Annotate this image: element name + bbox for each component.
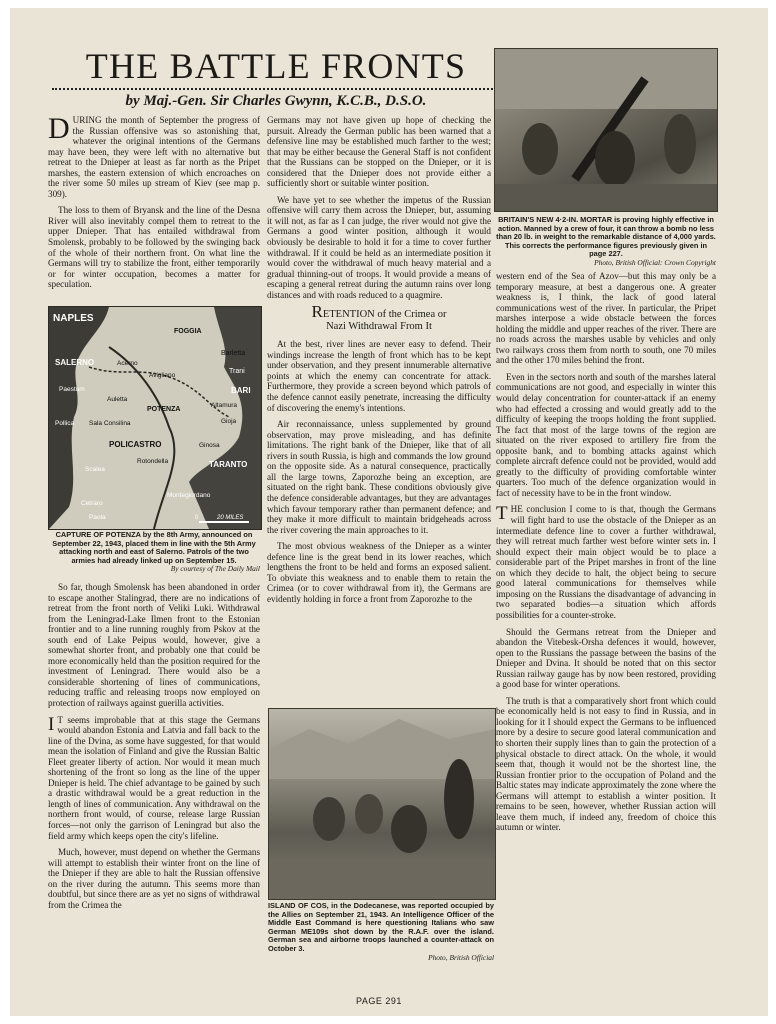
scale-start: 0 (195, 515, 199, 521)
column-1-top (48, 112, 260, 296)
map-credit: By courtesy of The Daily Mail (170, 564, 260, 574)
paragraph: So far, though Smolensk has been abandoned in order to escape another Stalingrad, there are no indications of retreat from the front north of Veliki Luki. Withdrawal from the Leningrad-Lake Ilmen front to the Estonian frontier and to a line running roughly from Pskov at the south end of Lake Peipus would, however, give a somewhat shorter front, and probably one that could be more economically held than the position required for the investment of Leningrad. There would also be a considerable shortening of lines of communications, reducing traffic and releasing troops now employed on protection of railways against guerilla activities. (48, 582, 260, 709)
map-label: Altamura (211, 402, 238, 409)
map-label: Trani (229, 368, 245, 375)
map-label: Rotondella (137, 458, 169, 465)
photo-figures (495, 49, 717, 211)
map-label: SALERNO (55, 358, 95, 367)
paragraph: I T seems improbable that at this stage the Germans would abandon Estonia and Latvia and fall back to the line of the Dvina, as some have suggested, for that would mean the isolation of Finland and give the Russian Baltic Fleet greater liberty of action. Nor would it mean much shortening of the front so long as the line of the upper Dnieper is held. The chief advantage to be gained by such a drastic withdrawal would be a great reduction in the length of lines of communication. Any withdrawal on the northern front would, of course, release large Russian forces—not only the garrison of Leningrad but also the field army which keeps open the city's lifeline. (48, 713, 260, 841)
map-label: Sala Consilina (89, 420, 131, 427)
mortar-caption: BRITAIN'S NEW 4·2-IN. MORTAR is proving highly effective in action. Manned by a crew of four, it can throw a bomb no less than 20 lb. in weight to the remarkable distance of 4,000 yards. This corrects the performance figures previously given in page 227. Photo, British Official: Crown Copyright (496, 215, 716, 267)
map-label: Paola (89, 514, 106, 521)
map-graphic (49, 307, 261, 529)
map-label: BARI (231, 386, 251, 395)
mortar-credit: Photo, British Official: Crown Copyright (594, 257, 716, 267)
paragraph: Should the Germans retreat from the Dnieper and abandon the Vitebesk-Orsha defences it would, however, open to the Russians the passage between the basins of the Dnieper and Dvina. It should be noted that on this sector Russian railway gauge has by now been restored, providing a good base for winter operations. (496, 626, 716, 690)
photo-figures (269, 709, 495, 899)
paragraph: We have yet to see whether the impetus of the Russian offensive will carry them across the Dnieper, but, assuming it will not, as far as I can judge, the river would not give the Germans a good winter position, although it would obviously be desirable to hold it for a time to cover further withdrawal. If it could be held as an intermediate position it would cover the withdrawal of much heavy material and a gradual thinning-out of troops. It would provide a means of escaping a general retreat during the autumn rains over long distances and with roads reduced to a quagmire. (267, 194, 491, 300)
map-label: Pollica (55, 420, 75, 427)
article-title: THE BATTLE FRONTS (52, 46, 500, 90)
potenza-map (48, 306, 262, 530)
map-label: Acerno (117, 360, 138, 367)
column-2 (267, 115, 491, 610)
section-heading: RETENTION of the Crimea or Nazi Withdrawal From It (311, 302, 447, 333)
map-label: Barletta (221, 350, 246, 357)
map-label: NAPLES (53, 313, 94, 324)
paragraph: THE conclusion I come to is that, though the Germans will fight hard to use the obstacle of the Dnieper as an intermediate defence line to cover a further withdrawal, they will retreat much farther west before winter sets in. I should expect their main object would be to place a considerable part of the Pripet marshes in front of the line on which they decide to halt, the object being to secure good lateral communications for themselves while imposing on the Russians the disadvantage of advancing in two separated bodies—a situation which affords possibilities for a counter-stroke. (496, 503, 716, 620)
column-1-bottom (48, 582, 260, 916)
map-label: Avigliano (149, 372, 176, 379)
column-3 (496, 271, 716, 839)
paragraph: The loss to them of Bryansk and the line of the Desna River will also inevitably compel them to retreat to the upper Dnieper. That has entailed withdrawal from Smolensk, probably to be followed by the swinging back of the whole of their northern front. On what line the Germans will try to stabilize the front, either temporarily or for winter occupation, becomes a matter for speculation. (48, 205, 260, 290)
paragraph: western end of the Sea of Azov—but this may only be a temporary measure, at best a dangerous one. A greater weakness is, I think, the lack of good lateral communications west of the river. In particular, the Pripet marshes interpose a wide obstacle between the forces holding the middle and upper reaches of the river. There are no roads across the marshes usable by vehicles and only two railways cross them from north to south, one 70 miles and the other 170 miles behind the front. (496, 271, 716, 366)
paragraph: The truth is that a comparatively short front which could be economically held is not easy to find in Russia, and in looking for it I should expect the Germans to be influenced more by a desire to secure good lateral communication and to shorten their supply lines than to gain the protection of a physical obstacle to direct attack. On the whole, it would seem that, though it would not be the shortest line, the Russian frontier prior to the occupation of Poland and the Baltic states may indicate approximately the zone where the Germans will attempt to establish a winter position. It remains to be seen, however, whether Russian action will leave them much, if indeed any, freedom of choice this autumn or winter. (496, 695, 716, 833)
map-label: Gioja (221, 418, 237, 425)
byline: by Maj.-Gen. Sir Charles Gwynn, K.C.B., D.S.O. (125, 93, 427, 109)
paragraph: DURING the month of September the progress of the Russian offensive was so astonishing that, whatever the original intentions of the Germans may have been, they were left with no alternative but retreat to the Dnieper at least as far north as the Pripet marshes, the eastern extension of which encroaches on the river some 50 miles up stream of Kiev (see map p. 309). (48, 112, 260, 199)
paragraph: Even in the sectors north and south of the marshes lateral communications are not good, and especially in winter this would delay concentration for counter-attack if an enemy who had effected a crossing and would greatly add to the difficulty of keeping the troops holding the front supplied. The fact that most of the large towns of the region are situated on the river exposed to artillery fire from the opposite bank, and to bombing attacks against which complete aircraft defence could not be provided, would add greatly to the difficulty of providing comfortable winter quarters. Too much of the defence organization would in fact of necessity have to be in the front window. (496, 371, 716, 498)
map-label: Montegiordano (167, 492, 211, 499)
drop-cap: I (48, 713, 55, 735)
map-caption: CAPTURE OF POTENZA by the 8th Army, announced on September 22, 1943, placed them in line with the 5th Army attacking north and east of Salerno. Patrols of the two armies had already linked up on September 15. By courtesy of The Daily Mail (48, 531, 260, 574)
paragraph: At the best, river lines are never easy to defend. Their windings increase the length of front which has to be kept under observation, and they present innumerable alternative points at which the enemy can concentrate for attack. Furthermore, they provide a screen beyond which patrols of the defence cannot easily penetrate, increasing the difficulty of discovering the enemy's intentions. (267, 339, 491, 413)
map-label: Cetraro (81, 500, 103, 507)
drop-cap: D (48, 112, 70, 145)
cos-credit: Photo, British Official (428, 952, 494, 962)
cos-photo (268, 708, 496, 900)
cos-caption: ISLAND OF COS, in the Dodecanese, was reported occupied by the Allies on September 21, 1943. An Intelligence Officer of the Middle East Command is here questioning Italians who saw German ME109s shot down by the R.A.F. over the island. German sea and airborne troops launched a counter-attack on October 3. Photo, British Official (268, 901, 494, 962)
map-label: POLICASTRO (109, 440, 162, 449)
scale-end: 20 MILES (217, 515, 244, 521)
drop-cap: T (496, 503, 508, 525)
map-label: FOGGIA (174, 328, 202, 335)
paragraph: Much, however, must depend on whether the Germans will attempt to establish their winter front on the line of the Dnieper if they are able to halt the Russian offensive on the river during the autumn. This seems more than doubtful, but since there are as yet no signs of withdrawal from the Crimea the (48, 847, 260, 910)
paragraph: Germans may not have given up hope of checking the pursuit. Already the German public has been warned that a defensive line may be established much farther to the west; that may be either because the General Staff is not confident that the Russians can be stopped on the Dnieper, or it is considered that the Dnieper does not provide either a sufficiently short or suitable winter position. (267, 115, 491, 189)
map-label: POTENZA (147, 406, 181, 413)
paragraph: The most obvious weakness of the Dnieper as a winter defence line is the great bend in its lower reaches, which lengthens the front to be held and forms an exposed salient. To obviate this weakness and to enable them to retain the Crimea (or to cover withdrawal from it), the Germans are evidently holding in force a front from Zaporozhe to the (267, 541, 491, 604)
map-label: Ginosa (199, 442, 220, 449)
paragraph: Air reconnaissance, unless supplemented by ground observation, may prove misleading, and has definite limitations. The right bank of the Dnieper, like that of all rivers in south Russia, is high and commands the low ground on the opposite side. As a natural consequence, practically all the large towns, Zaporozhe being an exception, are situated on the right bank. These conditions obviously give the defence considerable advantages, but they are advantages which favour temporary rather than permanent defence; and they make it more difficult to maintain bridgeheads across the river covering the main approaches to it. (267, 419, 491, 535)
magazine-page (10, 8, 768, 1016)
map-label: Auletta (107, 396, 128, 403)
map-label: Scalea (85, 466, 105, 473)
page-number: PAGE 291 (356, 996, 402, 1006)
map-label: TARANTO (209, 460, 248, 469)
map-label: Paestum (59, 386, 85, 393)
mortar-photo (494, 48, 718, 212)
